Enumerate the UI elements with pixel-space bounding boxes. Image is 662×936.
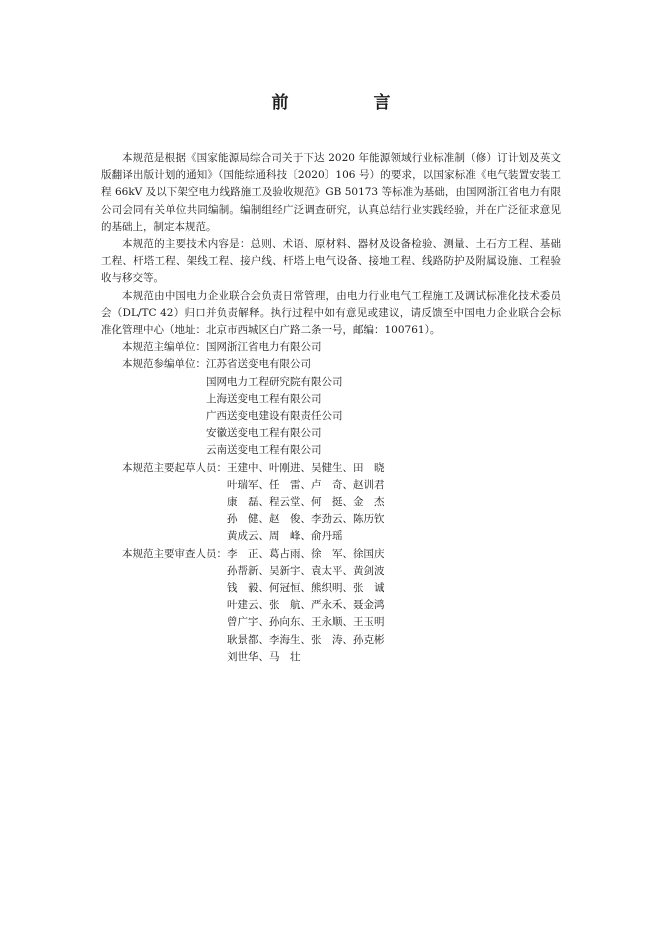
drafters-label: 本规范主要起草人员： <box>122 461 227 474</box>
co-editor-unit: 国网电力工程研究院有限公司 <box>206 375 343 388</box>
drafter-names-line: 孙 健、赵 俊、李劲云、陈历钦 <box>227 513 385 526</box>
drafter-names-line: 叶瑞军、任 雷、卢 奇、赵训君 <box>227 478 385 491</box>
paragraph-basis: 本规范是根据《国家能源局综合司关于下达 2020 年能源领域行业标准制（修）订计划及英文版翻译出版计划的通知》（国能综通科技〔2020〕106 号）的要求，以国家标准《电气装置安装工程 66kV 及以下架空电力线路施工及验收规范》GB 50173 等标准为基础，由国网浙江省电力有限公司会同有关单位共同编制。编制组经广泛调查研究，认真总结行业实践经验，并在广泛征求意见的基础上，制定本规范。 <box>101 152 561 233</box>
reviewers-label: 本规范主要审查人员： <box>122 547 227 560</box>
drafter-names-line: 黄成云、周 峰、俞丹瑶 <box>227 530 343 543</box>
reviewer-names-line: 钱 毅、何冠恒、熊织明、张 诚 <box>227 582 385 595</box>
co-editor-unit: 云南送变电工程有限公司 <box>206 444 322 457</box>
reviewer-names-line: 刘世华、马 壮 <box>227 650 301 663</box>
editor-unit <box>101 339 561 356</box>
reviewers <box>101 546 561 666</box>
drafters <box>101 460 561 546</box>
reviewer-names-line: 叶建云、张 航、严永禾、聂金鸿 <box>227 599 385 612</box>
co-editor-unit: 安徽送变电工程有限公司 <box>206 427 322 440</box>
drafter-names-line: 康 磊、程云堂、何 挺、金 杰 <box>227 496 385 509</box>
document-body <box>101 150 561 666</box>
page-title: 前 言 <box>271 93 425 113</box>
co-editor-units <box>101 356 561 459</box>
paragraph-contents: 本规范的主要技术内容是：总则、术语、原材料、器材及设备检验、测量、土石方工程、基础工程、杆塔工程、架线工程、接户线、杆塔上电气设备、接地工程、线路防护及附属设施、工程验收与移交等。 <box>101 238 561 285</box>
reviewer-names-line: 曾广宇、孙向东、王永顺、王玉明 <box>227 616 385 629</box>
co-editor-unit: 上海送变电工程有限公司 <box>206 392 322 405</box>
co-editor-unit: 江苏省送变电有限公司 <box>206 358 311 371</box>
reviewer-names-line: 孙帮新、吴新宇、袁太平、黄剑波 <box>227 564 385 577</box>
paragraph-management: 本规范由中国电力企业联合会负责日常管理，由电力行业电气工程施工及调试标准化技术委员会（DL/TC 42）归口并负责解释。执行过程中如有意见或建议，请反馈至中国电力企业联合会标准化管理中心（地址：北京市西城区白广路二条一号，邮编：100761）。 <box>101 289 561 337</box>
co-editor-unit: 广西送变电建设有限责任公司 <box>206 410 343 423</box>
reviewer-names-line: 李 正、葛占雨、徐 军、徐国庆 <box>227 547 385 560</box>
editor-unit-label: 本规范主编单位： <box>122 341 206 354</box>
co-editor-units-label: 本规范参编单位： <box>122 358 206 371</box>
reviewer-names-line: 耿景都、李海生、张 涛、孙克彬 <box>227 633 385 646</box>
drafter-names-line: 王建中、叶刚进、吴健生、田 晓 <box>227 461 385 474</box>
editor-unit-name: 国网浙江省电力有限公司 <box>206 341 322 354</box>
